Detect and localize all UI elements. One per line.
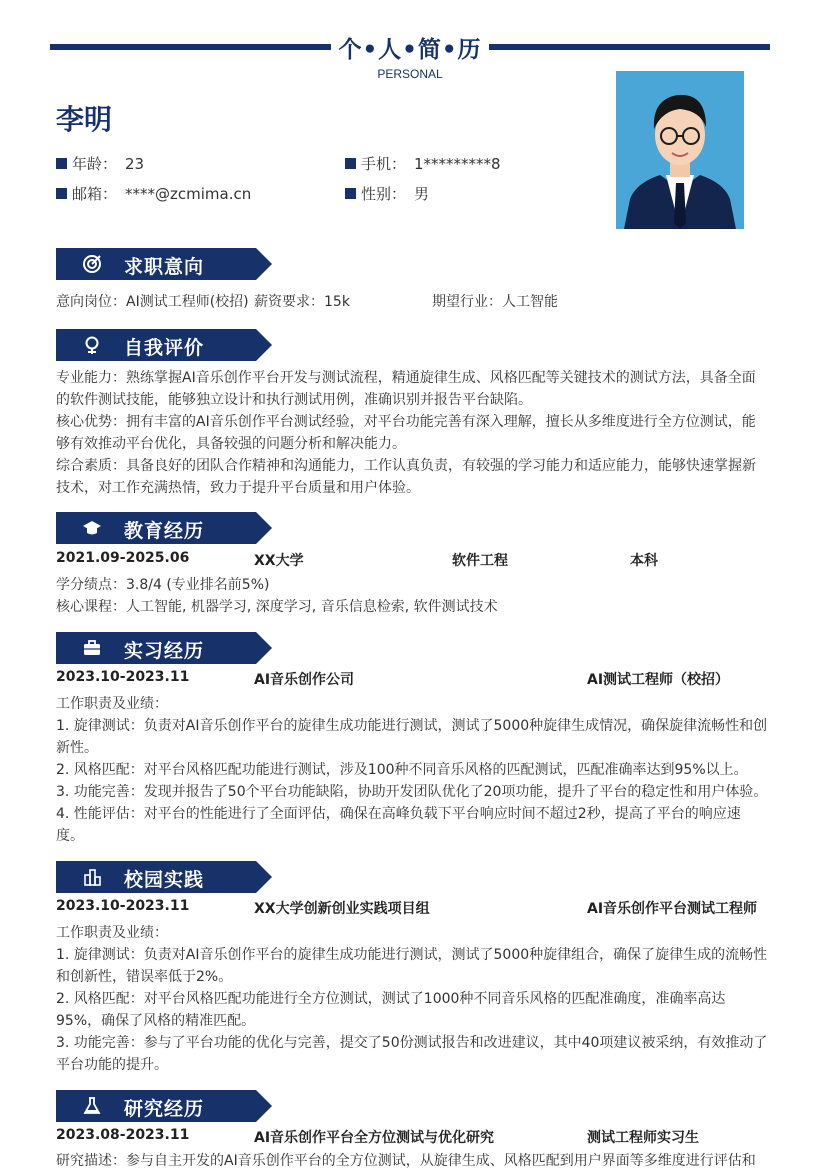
- section-title: 实习经历: [124, 640, 205, 662]
- section-title: 自我评价: [124, 337, 205, 359]
- campus-duties-label: 工作职责及业绩：: [56, 925, 168, 941]
- major: 软件工程: [452, 553, 508, 569]
- internship-duties-label: 工作职责及业绩：: [56, 696, 168, 712]
- job-intent-row: [56, 291, 768, 313]
- phone-value: 1*********8: [414, 154, 501, 173]
- expected-industry: 期望行业：人工智能: [432, 294, 558, 310]
- internship-item: 4. 性能评估：对平台的性能进行了全面评估，确保在高峰负载下平台响应时间不超过2秒，提高了平台的响应速度。: [56, 806, 741, 844]
- campus-row: [56, 898, 768, 920]
- section-title: 研究经历: [124, 1098, 205, 1120]
- section-title: 求职意向: [124, 256, 205, 278]
- section-header-campus-practice: [56, 861, 272, 893]
- courses-line: 核心课程：人工智能, 机器学习, 深度学习, 音乐信息检索, 软件测试技术: [56, 599, 498, 615]
- education-date: 2021.09-2025.06: [56, 550, 190, 566]
- bullet-square-icon: [56, 158, 67, 169]
- research-project: AI音乐创作平台全方位测试与优化研究: [254, 1130, 495, 1146]
- age-label: 年龄：: [72, 155, 118, 173]
- section-title: 教育经历: [124, 520, 205, 542]
- research-row: [56, 1127, 768, 1149]
- gender-value: 男: [414, 185, 430, 203]
- internship-item: 2. 风格匹配：对平台风格匹配功能进行测试，涉及100种不同音乐风格的匹配测试，匹配准确率达到95%以上。: [56, 762, 748, 778]
- target-icon: [82, 254, 102, 274]
- candidate-name: 李明: [56, 103, 113, 136]
- section-header-internship: [56, 632, 272, 664]
- section-header-job-intent: [56, 248, 272, 280]
- education-row: [56, 550, 768, 572]
- section-header-research: [56, 1090, 272, 1122]
- expected-salary: 薪资要求：15k: [254, 294, 350, 310]
- campus-item: 1. 旋律测试：负责对AI音乐创作平台的旋律生成功能进行测试，测试了5000种旋律组合，确保了旋律生成的流畅性和创新性，错误率低于2%。: [56, 947, 768, 985]
- self-eval-professional: 专业能力：熟练掌握AI音乐创作平台开发与测试流程，精通旋律生成、风格匹配等关键技术的测试方法，具备全面的软件测试技能，能够独立设计和执行测试用例，准确识别并报告平台缺陷。: [56, 370, 756, 408]
- phone-label: 手机：: [361, 155, 407, 173]
- degree: 本科: [630, 553, 658, 569]
- self-eval-strengths: 核心优势：拥有丰富的AI音乐创作平台测试经验，对平台功能完善有深入理解，擅长从多维度进行全方位测试，能够有效推动平台优化，具备较强的问题分析和解决能力。: [56, 414, 756, 452]
- header-bar-right: [489, 44, 770, 50]
- campus-date: 2023.10-2023.11: [56, 898, 190, 914]
- briefcase-icon: [82, 638, 102, 658]
- lightbulb-icon: [82, 335, 102, 355]
- section-title: 校园实践: [124, 869, 205, 891]
- internship-date: 2023.10-2023.11: [56, 669, 190, 685]
- intended-position: 意向岗位：AI测试工程师(校招): [56, 294, 249, 310]
- campus-item: 2. 风格匹配：对平台风格匹配功能进行全方位测试，测试了1000种不同音乐风格的匹配准确度，准确率高达95%，确保了风格的精准匹配。: [56, 991, 726, 1029]
- bullet-square-icon: [56, 188, 67, 199]
- building-icon: [82, 867, 102, 887]
- email-value: ****@zcmima.cn: [125, 184, 252, 203]
- resume-subtitle: PERSONAL: [377, 67, 443, 81]
- gpa-line: 学分绩点：3.8/4 (专业排名前5%): [56, 577, 270, 593]
- campus-organization: XX大学创新创业实践项目组: [254, 901, 430, 917]
- internship-item: 3. 功能完善：发现并报告了50个平台功能缺陷，协助开发团队优化了20项功能，提升了平台的稳定性和用户体验。: [56, 784, 768, 800]
- section-header-self-evaluation: [56, 329, 272, 361]
- school-name: XX大学: [254, 553, 304, 569]
- self-eval-qualities: 综合素质：具备良好的团队合作精神和沟通能力，工作认真负责，有较强的学习能力和适应能力，能够快速掌握新技术，对工作充满热情，致力于提升平台质量和用户体验。: [56, 458, 756, 496]
- internship-item: 1. 旋律测试：负责对AI音乐创作平台的旋律生成功能进行测试，测试了5000种旋律生成情况，确保旋律流畅性和创新性。: [56, 718, 768, 756]
- flask-icon: [82, 1096, 102, 1116]
- research-role: 测试工程师实习生: [587, 1130, 699, 1146]
- section-header-education: [56, 512, 272, 544]
- header-bar-left: [50, 44, 331, 50]
- internship-role: AI测试工程师（校招）: [587, 672, 730, 688]
- campus-item: 3. 功能完善：参与了平台功能的优化与完善，提交了50份测试报告和改进建议，其中40项建议被采纳，有效推动了平台功能的提升。: [56, 1035, 768, 1073]
- company-name: AI音乐创作公司: [254, 672, 355, 688]
- gender-info: [345, 183, 429, 204]
- internship-row: [56, 669, 768, 691]
- gender-label: 性别：: [361, 185, 407, 203]
- bullet-square-icon: [345, 188, 356, 199]
- email-label: 邮箱：: [72, 185, 118, 203]
- phone-info: [345, 153, 501, 174]
- research-description: 研究描述：参与自主开发的AI音乐创作平台的全方位测试，从旋律生成、风格匹配到用户界面等多维度进行评估和: [56, 1153, 756, 1169]
- age-value: 23: [125, 154, 145, 173]
- research-date: 2023.08-2023.11: [56, 1127, 190, 1143]
- graduation-cap-icon: [82, 518, 102, 538]
- campus-role: AI音乐创作平台测试工程师: [587, 901, 758, 917]
- profile-photo: [616, 71, 744, 229]
- age-info: [56, 153, 144, 174]
- resume-title: 个•人•简•历: [338, 37, 482, 63]
- email-info: [56, 183, 251, 204]
- bullet-square-icon: [345, 158, 356, 169]
